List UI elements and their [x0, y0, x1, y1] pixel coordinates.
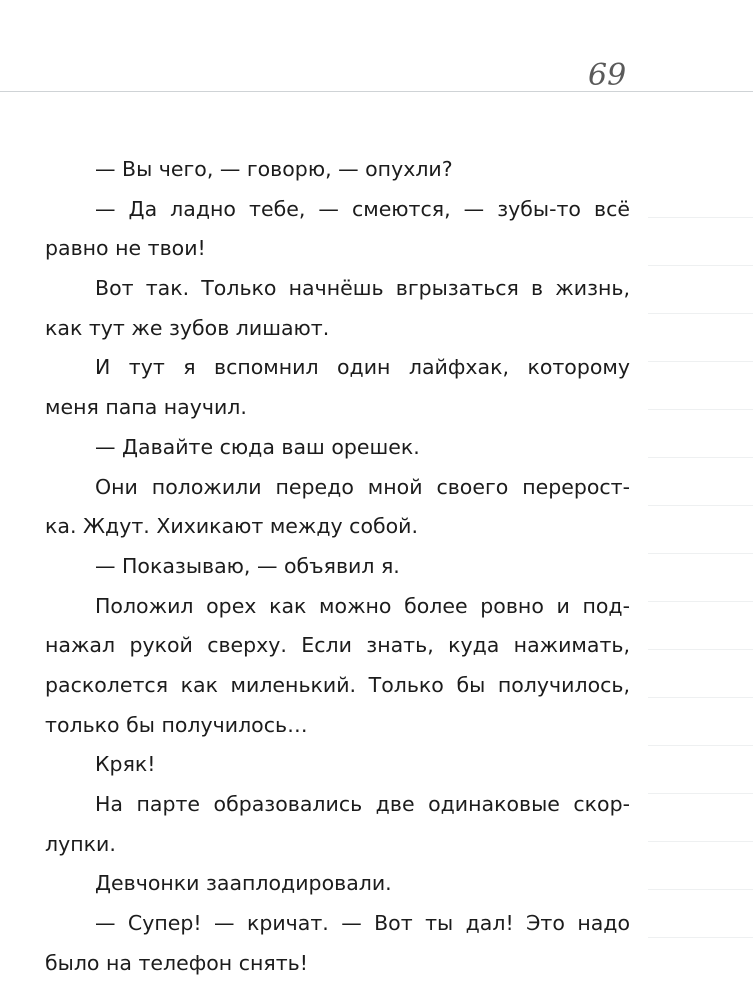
text-line: Они положили передо мной своего перерост- — [95, 474, 630, 499]
text-line: меня папа научил. — [45, 395, 247, 420]
text-line: — Давайте сюда ваш орешек. — [95, 434, 420, 459]
text-line: расколется как миленький. Только бы получилось, — [45, 672, 630, 697]
body-text — [45, 150, 630, 983]
text-line: равно не твои! — [45, 236, 206, 261]
text-line: Положил орех как можно более ровно и под- — [95, 593, 630, 618]
text-line: ка. Ждут. Хихикают между собой. — [45, 514, 419, 539]
text-line: На парте образовались две одинаковые скор- — [95, 792, 630, 816]
text-line: было на телефон снять! — [45, 950, 308, 975]
text-line: — Супер! — кричат. — Вот ты дал! Это надо — [95, 911, 630, 936]
text-line: — Да ладно тебе, — смеются, — зубы-то всё — [95, 196, 630, 221]
margin-ruled-lines — [648, 170, 753, 960]
text-line: лупки. — [45, 831, 116, 856]
text-line: как тут же зубов лишают. — [45, 315, 330, 340]
text-line: — Вы чего, — говорю, — опухли? — [95, 157, 453, 181]
page-number: 69 — [588, 58, 627, 93]
text-line: — Показываю, — объявил я. — [95, 553, 400, 578]
text-line: только бы получилось… — [45, 712, 308, 737]
text-line: Девчонки зааплодировали. — [95, 871, 392, 896]
text-line: нажал рукой сверху. Если знать, куда нажимать, — [45, 633, 630, 658]
text-line: И тут я вспомнил один лайфхак, которому — [95, 355, 630, 380]
text-line: Кряк! — [95, 752, 156, 777]
text-line: Вот так. Только начнёшь вгрызаться в жизнь, — [95, 276, 630, 301]
